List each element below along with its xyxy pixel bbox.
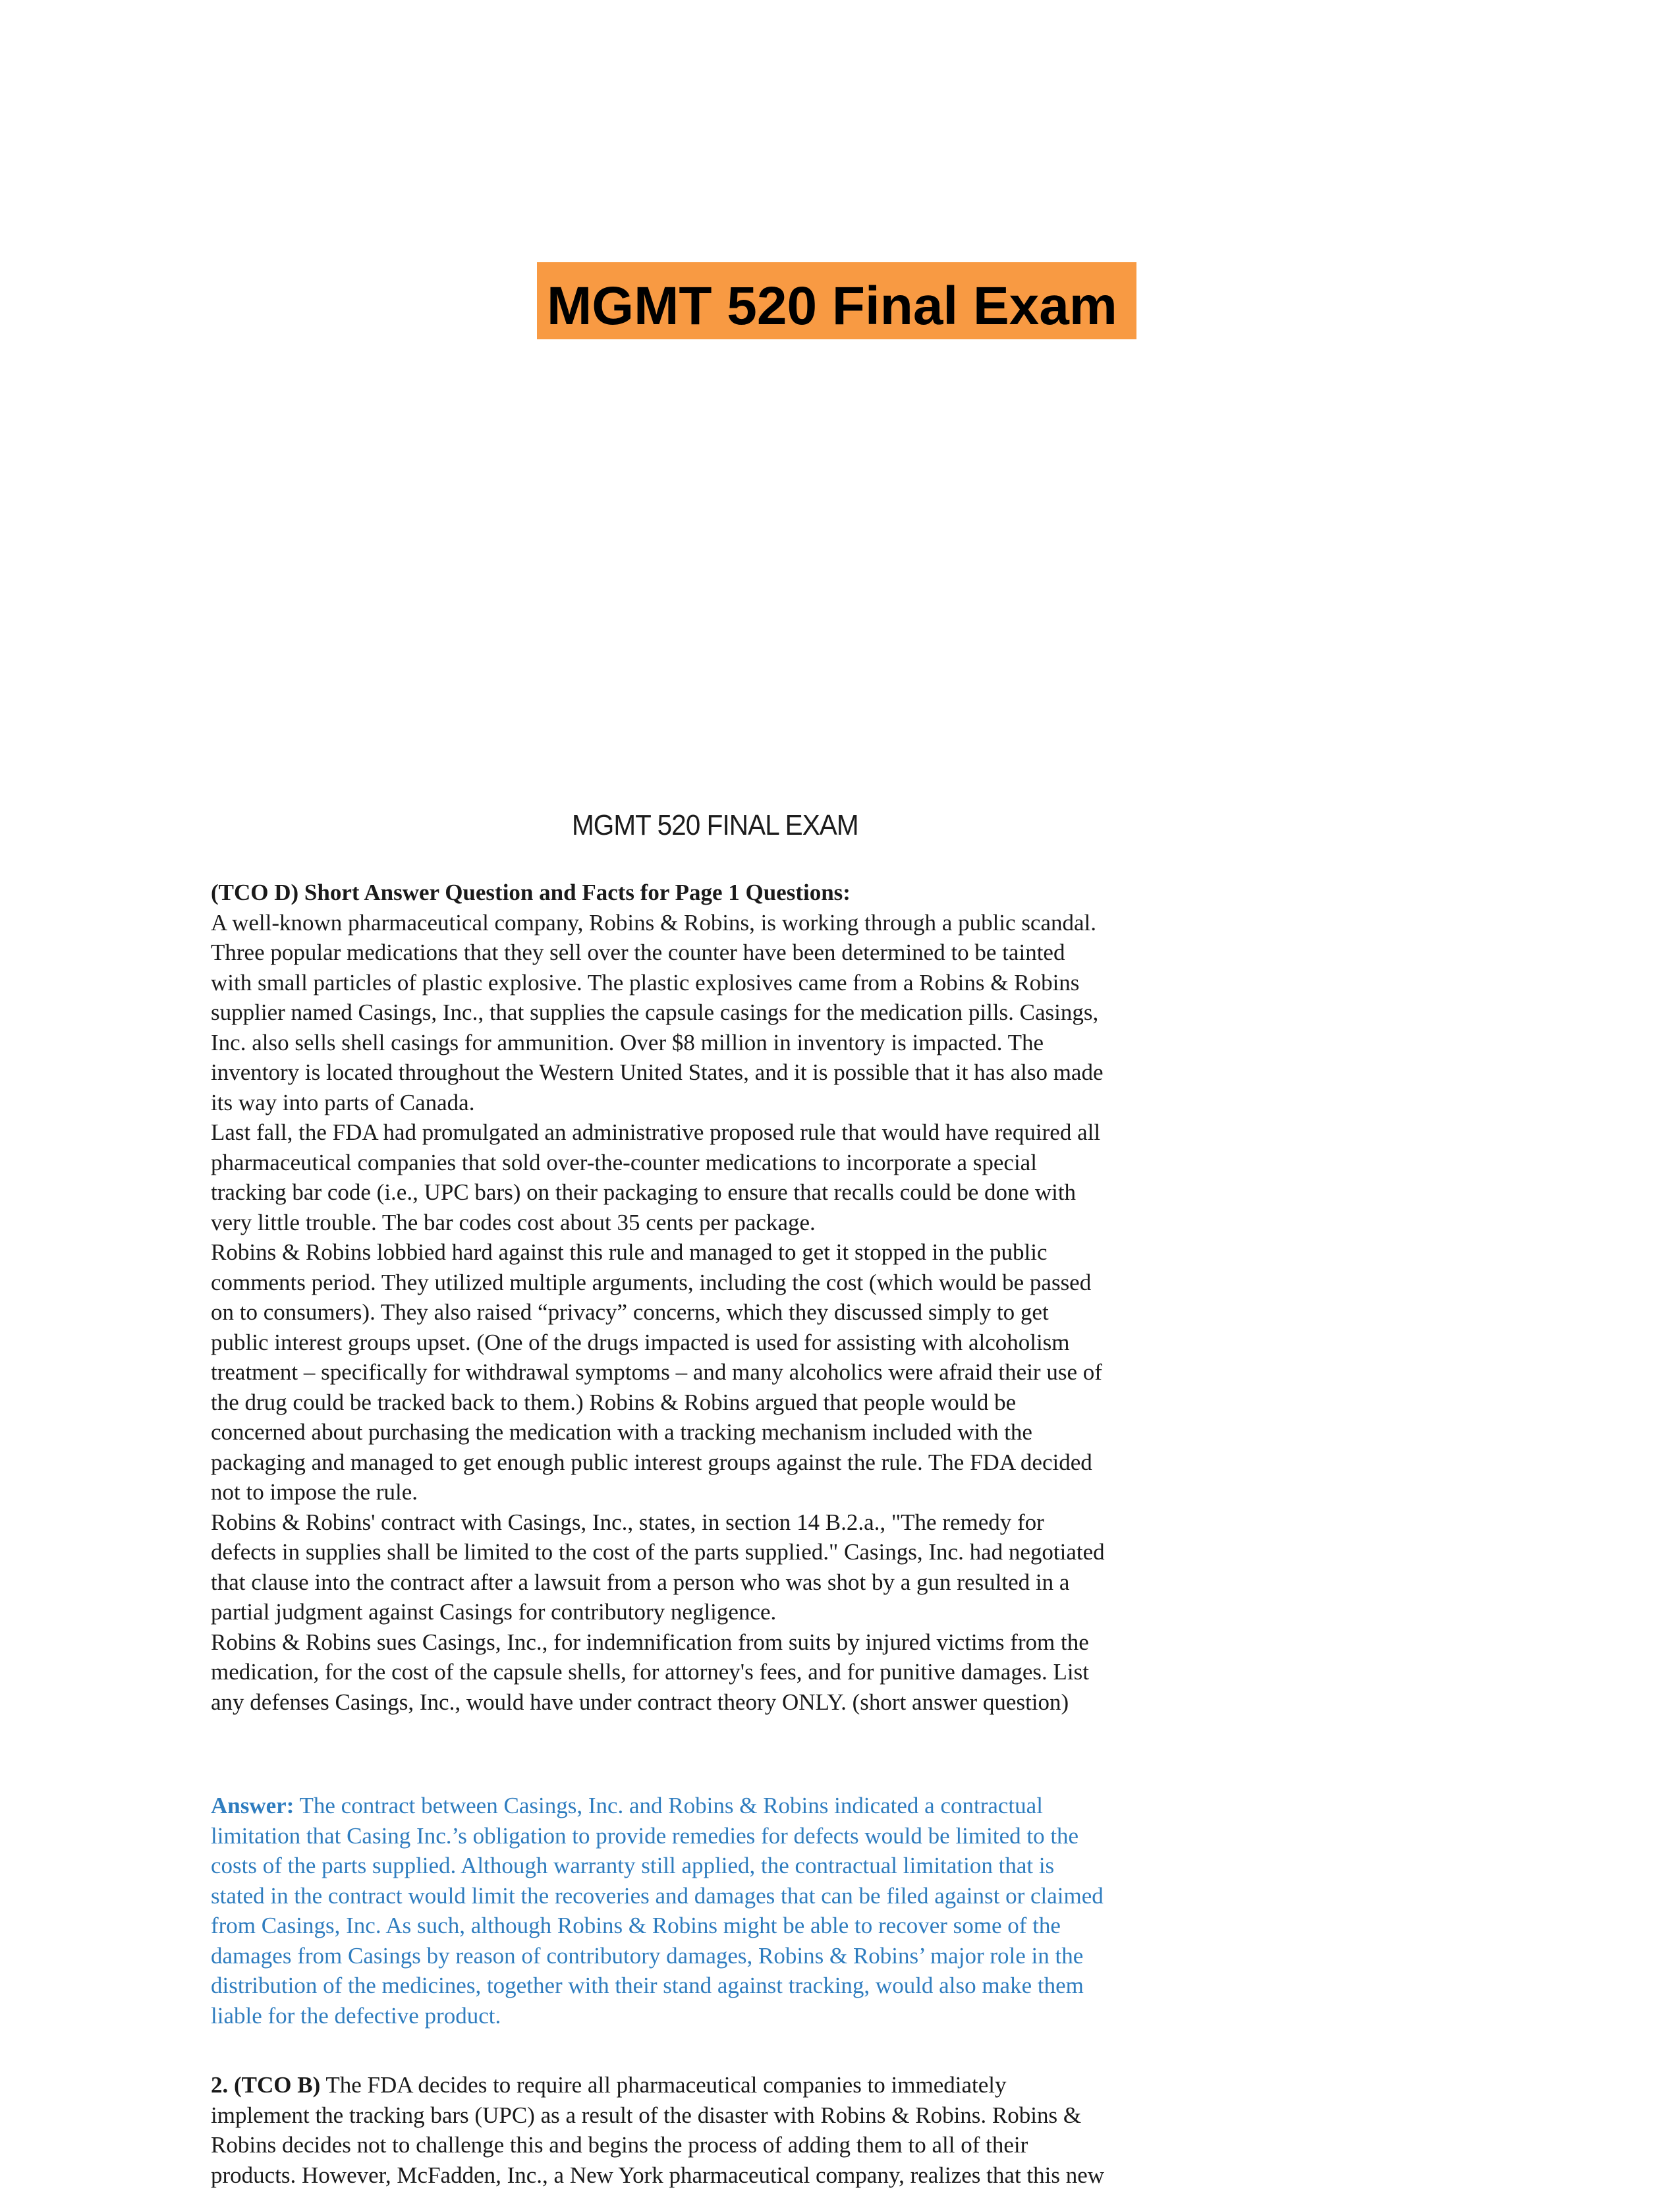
question-1-line: public interest groups upset. (One of the drugs impacted is used for assisting with alcoholism <box>211 1328 1252 1358</box>
question-1-line: Three popular medications that they sell over the counter have been determined to be tainted <box>211 938 1252 968</box>
question-1-line: that clause into the contract after a lawsuit from a person who was shot by a gun resulted in a <box>211 1567 1252 1598</box>
question-1-line: A well-known pharmaceutical company, Robins & Robins, is working through a public scandal. <box>211 908 1252 938</box>
question-1-line: pharmaceutical companies that sold over-the-counter medications to incorporate a special <box>211 1148 1252 1178</box>
question-2-label: 2. (TCO B) <box>211 2072 320 2098</box>
question-1 <box>211 878 1252 1717</box>
question-1-line: treatment – specifically for withdrawal symptoms – and many alcoholics were afraid their use of <box>211 1357 1252 1388</box>
answer-line: liable for the defective product. <box>211 2001 1252 2031</box>
question-1-line: comments period. They utilized multiple arguments, including the cost (which would be passed <box>211 1268 1252 1298</box>
question-1-line: with small particles of plastic explosive. The plastic explosives came from a Robins & Robins <box>211 968 1252 998</box>
question-2-body <box>211 2100 1252 2190</box>
answer-line: from Casings, Inc. As such, although Robins & Robins might be able to recover some of the <box>211 1911 1252 1941</box>
question-1-line: Robins & Robins' contract with Casings, Inc., states, in section 14 B.2.a., "The remedy for <box>211 1507 1252 1538</box>
answer-first-text: The contract between Casings, Inc. and Robins & Robins indicated a contractual <box>294 1793 1043 1818</box>
question-2-line: Robins decides not to challenge this and begins the process of adding them to all of their <box>211 2130 1252 2160</box>
question-2-first-line <box>211 2070 1252 2100</box>
answer-line: damages from Casings by reason of contributory damages, Robins & Robins’ major role in the <box>211 1941 1252 1971</box>
question-1-line: its way into parts of Canada. <box>211 1088 1252 1118</box>
banner-title: MGMT 520 Final Exam <box>547 279 1117 333</box>
answer-1 <box>211 1791 1252 2031</box>
question-1-line: supplier named Casings, Inc., that supplies the capsule casings for the medication pills. Casings, <box>211 997 1252 1028</box>
answer-line: distribution of the medicines, together with their stand against tracking, would also make them <box>211 1971 1252 2001</box>
question-1-line: Last fall, the FDA had promulgated an administrative proposed rule that would have required all <box>211 1117 1252 1148</box>
question-1-line: defects in supplies shall be limited to the cost of the parts supplied." Casings, Inc. had negotiated <box>211 1537 1252 1567</box>
answer-body <box>211 1821 1252 2031</box>
document-heading: MGMT 520 FINAL EXAM <box>572 809 858 842</box>
title-banner <box>537 262 1136 339</box>
question-1-heading: (TCO D) Short Answer Question and Facts for Page 1 Questions: <box>211 878 1252 908</box>
question-1-line: tracking bar code (i.e., UPC bars) on their packaging to ensure that recalls could be done with <box>211 1177 1252 1208</box>
question-1-line: Robins & Robins sues Casings, Inc., for indemnification from suits by injured victims from the <box>211 1627 1252 1658</box>
question-1-line: not to impose the rule. <box>211 1477 1252 1507</box>
question-1-line: Robins & Robins lobbied hard against this rule and managed to get it stopped in the public <box>211 1237 1252 1268</box>
question-2 <box>211 2070 1252 2190</box>
answer-label: Answer: <box>211 1793 294 1818</box>
question-1-line: the drug could be tracked back to them.) Robins & Robins argued that people would be <box>211 1388 1252 1418</box>
answer-line: costs of the parts supplied. Although warranty still applied, the contractual limitation that is <box>211 1851 1252 1881</box>
question-1-line: packaging and managed to get enough public interest groups against the rule. The FDA decided <box>211 1447 1252 1478</box>
question-1-line: concerned about purchasing the medication with a tracking mechanism included with the <box>211 1417 1252 1447</box>
question-2-line: implement the tracking bars (UPC) as a result of the disaster with Robins & Robins. Robins & <box>211 2100 1252 2131</box>
question-1-line: medication, for the cost of the capsule shells, for attorney's fees, and for punitive damages. List <box>211 1657 1252 1687</box>
question-1-line: on to consumers). They also raised “privacy” concerns, which they discussed simply to get <box>211 1297 1252 1328</box>
question-1-line: any defenses Casings, Inc., would have under contract theory ONLY. (short answer question) <box>211 1687 1252 1718</box>
question-1-line: Inc. also sells shell casings for ammunition. Over $8 million in inventory is impacted. The <box>211 1028 1252 1058</box>
question-1-line: partial judgment against Casings for contributory negligence. <box>211 1597 1252 1627</box>
question-2-line: products. However, McFadden, Inc., a New York pharmaceutical company, realizes that this new <box>211 2160 1252 2190</box>
question-1-body <box>211 908 1252 1718</box>
question-1-line: very little trouble. The bar codes cost about 35 cents per package. <box>211 1208 1252 1238</box>
question-1-line: inventory is located throughout the Western United States, and it is possible that it has also made <box>211 1057 1252 1088</box>
question-2-first-text: The FDA decides to require all pharmaceutical companies to immediately <box>320 2072 1006 2098</box>
answer-line: stated in the contract would limit the recoveries and damages that can be filed against or claimed <box>211 1881 1252 1911</box>
answer-first-line <box>211 1791 1252 1821</box>
answer-line: limitation that Casing Inc.’s obligation to provide remedies for defects would be limited to the <box>211 1821 1252 1851</box>
